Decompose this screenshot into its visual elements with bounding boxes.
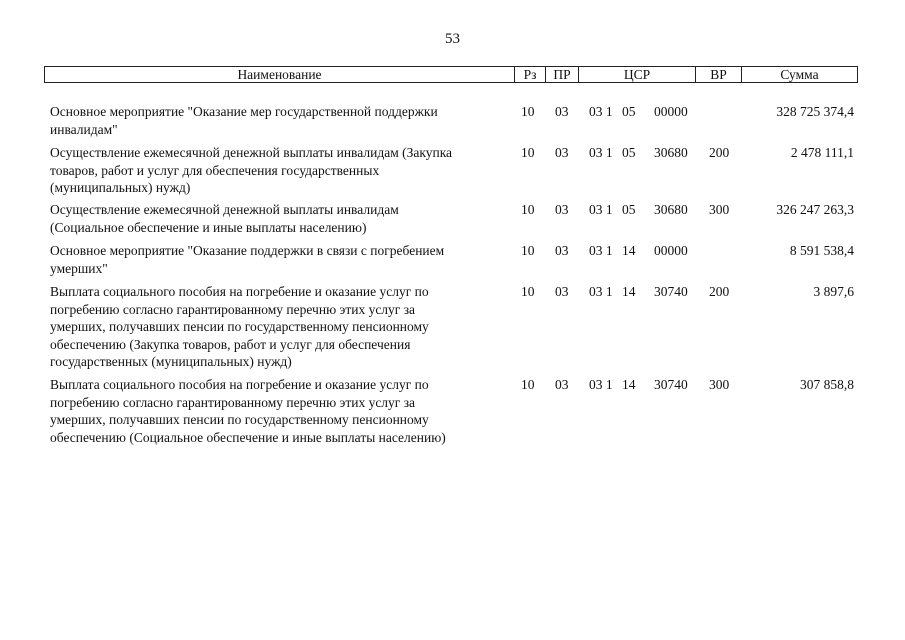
- row-csr3: 30740: [654, 377, 688, 392]
- row-pr: 03: [555, 377, 569, 392]
- row-name-line: инвалидам": [50, 121, 118, 137]
- row-name-line: обеспечению (Закупка товаров, работ и услуг для обеспечения: [50, 336, 411, 352]
- row-csr1: 03 1: [589, 202, 613, 217]
- row-csr1: 03 1: [589, 104, 613, 119]
- row-csr3: 00000: [654, 104, 688, 119]
- row-vr: 200: [709, 284, 730, 299]
- row-rz: 10: [521, 284, 535, 299]
- row-name-line: погребению согласно гарантированному перечню этих услуг за: [50, 301, 416, 317]
- row-csr1: 03 1: [589, 145, 613, 160]
- row-name-line: (муниципальных) нужд): [50, 180, 191, 195]
- row-name-line: Выплата социального пособия на погребение и оказание услуг по: [50, 284, 429, 299]
- row-name: [50, 201, 520, 236]
- row-name-line: погребению согласно гарантированному перечню этих услуг за: [50, 394, 416, 410]
- row-csr2: 05: [622, 145, 636, 160]
- row-name-line: умерших, получавших пенсии по государственному пенсионному: [50, 319, 429, 334]
- row-pr: 03: [555, 243, 569, 258]
- row-name-line: государственных (муниципальных) нужд): [50, 354, 292, 369]
- row-csr2: 05: [622, 202, 636, 217]
- header-sum: Сумма: [742, 67, 858, 83]
- row-csr2: 05: [622, 104, 636, 119]
- row-sum: 307 858,8: [800, 377, 854, 392]
- header-rz: Рз: [515, 67, 546, 83]
- row-rz: 10: [521, 243, 535, 258]
- row-sum: 2 478 111,1: [790, 145, 854, 160]
- header-name: Наименование: [45, 67, 515, 83]
- row-pr: 03: [555, 145, 569, 160]
- row-name-line: Основное мероприятие "Оказание мер государственной поддержки: [50, 104, 438, 119]
- header-pr: ПР: [546, 67, 579, 83]
- row-name: [50, 242, 520, 277]
- row-csr3: 30680: [654, 145, 688, 160]
- row-name-line: Основное мероприятие "Оказание поддержки в связи с погребением: [50, 243, 445, 258]
- header-csr: ЦСР: [579, 67, 696, 83]
- row-pr: 03: [555, 202, 569, 217]
- row-sum: 8 591 538,4: [789, 243, 854, 258]
- row-csr1: 03 1: [589, 377, 613, 392]
- row-csr3: 30680: [654, 202, 688, 217]
- row-csr2: 14: [622, 284, 636, 299]
- row-vr: 300: [709, 202, 730, 217]
- row-name-line: умерших, получавших пенсии по государственному пенсионному: [50, 412, 429, 427]
- row-csr3: 30740: [654, 284, 688, 299]
- row-rz: 10: [521, 202, 535, 217]
- row-name: [50, 103, 520, 138]
- row-sum: 326 247 263,3: [776, 202, 854, 217]
- row-rz: 10: [521, 377, 535, 392]
- row-name-line: Выплата социального пособия на погребение и оказание услуг по: [50, 377, 429, 392]
- row-vr: 200: [709, 145, 730, 160]
- row-name-line: (Социальное обеспечение и иные выплаты населению): [50, 219, 367, 235]
- row-rz: 10: [521, 104, 535, 119]
- row-sum: 328 725 374,4: [776, 104, 854, 119]
- table-header: [44, 66, 858, 83]
- row-csr1: 03 1: [589, 284, 613, 299]
- row-name-line: умерших": [50, 260, 108, 276]
- row-name: [50, 144, 520, 197]
- row-name-line: обеспечению (Социальное обеспечение и иные выплаты населению): [50, 429, 446, 445]
- row-name-line: товаров, работ и услуг для обеспечения государственных: [50, 162, 380, 178]
- row-csr3: 00000: [654, 243, 688, 258]
- header-vr: ВР: [696, 67, 742, 83]
- row-csr1: 03 1: [589, 243, 613, 258]
- row-pr: 03: [555, 284, 569, 299]
- row-vr: 300: [709, 377, 730, 392]
- row-pr: 03: [555, 104, 569, 119]
- page-number: 53: [445, 31, 460, 47]
- row-name-line: Осуществление ежемесячной денежной выплаты инвалидам: [50, 202, 399, 217]
- row-name: [50, 283, 520, 371]
- row-csr2: 14: [622, 243, 636, 258]
- row-name: [50, 376, 520, 446]
- row-sum: 3 897,6: [813, 284, 854, 299]
- row-name-line: Осуществление ежемесячной денежной выплаты инвалидам (Закупка: [50, 145, 453, 160]
- row-rz: 10: [521, 145, 535, 160]
- row-csr2: 14: [622, 377, 636, 392]
